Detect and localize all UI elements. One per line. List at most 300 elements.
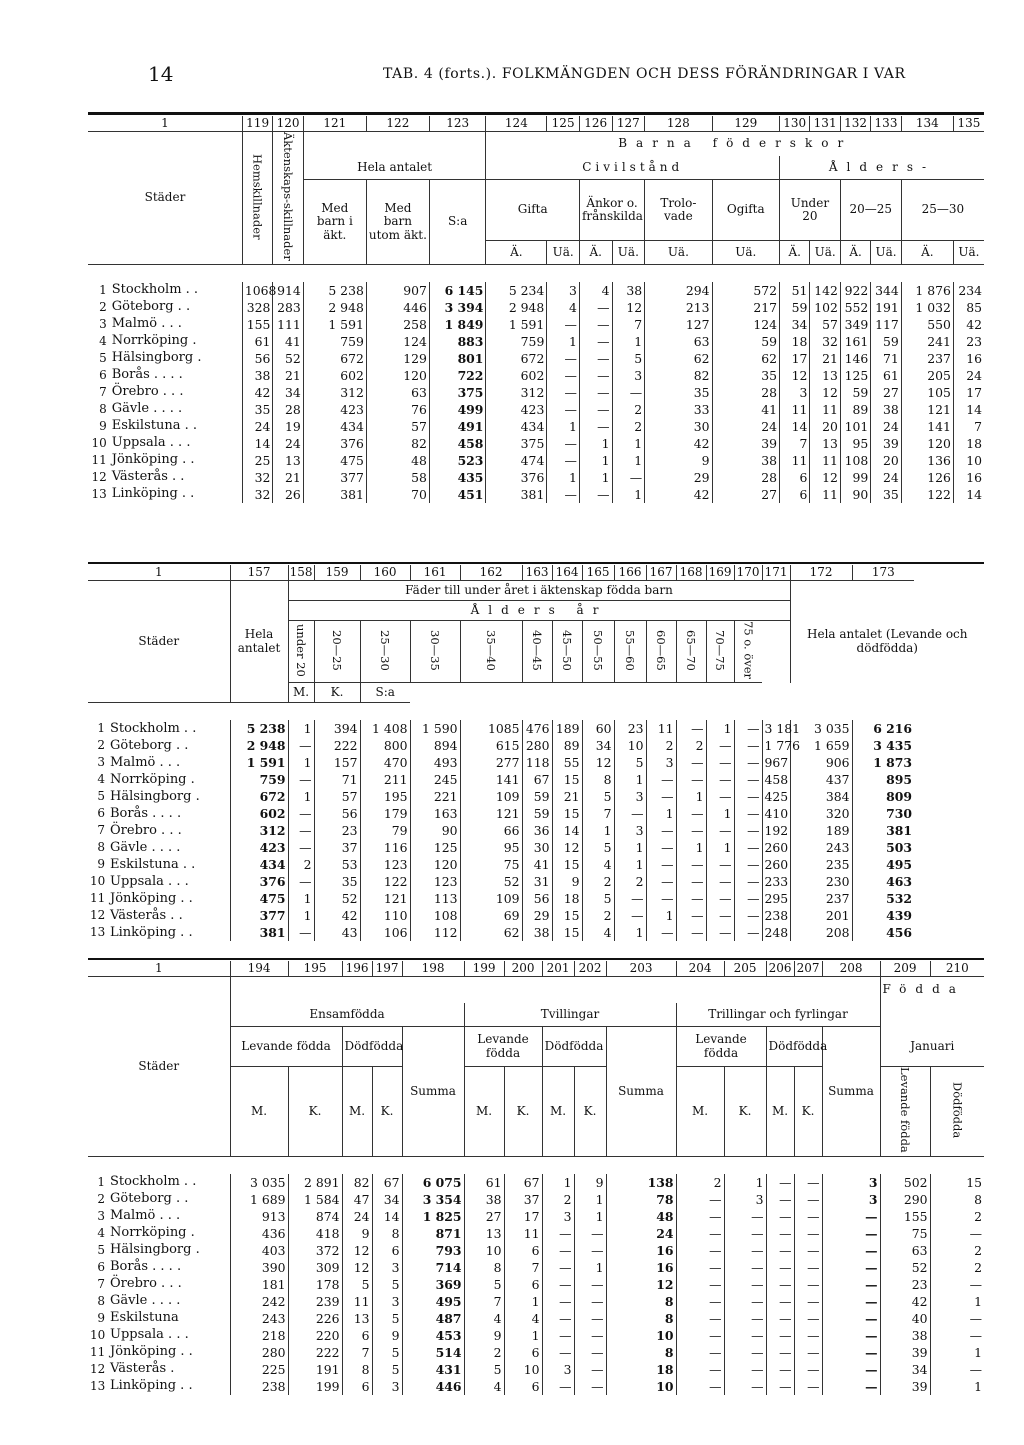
table-cell: — bbox=[676, 924, 706, 941]
table-cell: 376 bbox=[486, 469, 547, 486]
table-cell: — bbox=[822, 1344, 880, 1361]
row-number: 7 bbox=[97, 1276, 105, 1291]
table-cell: 1 408 bbox=[360, 720, 410, 737]
table-cell: 24 bbox=[342, 1208, 372, 1225]
row-number: 11 bbox=[91, 452, 107, 467]
table-cell: 42 bbox=[645, 486, 712, 503]
table-cell: 550 bbox=[901, 316, 953, 333]
col-num: 172 bbox=[790, 565, 852, 581]
summa-label: Summa bbox=[402, 1027, 464, 1157]
table-cell: 2 bbox=[646, 737, 676, 754]
table-cell: 28 bbox=[712, 384, 779, 401]
table-cell: 6 bbox=[342, 1327, 372, 1344]
table-cell: 41 bbox=[712, 401, 779, 418]
table-cell: 67 bbox=[504, 1174, 542, 1191]
table-cell: 439 bbox=[852, 907, 914, 924]
table-cell: 3 035 bbox=[790, 720, 852, 737]
table-cell: — bbox=[547, 486, 580, 503]
table-cell: 423 bbox=[486, 401, 547, 418]
table-cell: 5 bbox=[614, 754, 646, 771]
table-cell: 7 bbox=[342, 1344, 372, 1361]
age-header bbox=[522, 621, 552, 683]
col-num: 119 bbox=[242, 116, 272, 132]
table-row bbox=[88, 435, 984, 452]
table-row bbox=[88, 737, 984, 754]
table-cell: 15 bbox=[552, 805, 582, 822]
table-cell: 120 bbox=[410, 856, 460, 873]
table-cell: 3 354 bbox=[402, 1191, 464, 1208]
age-header bbox=[676, 621, 706, 683]
table-cell: — bbox=[547, 350, 580, 367]
table-cell: — bbox=[646, 822, 676, 839]
table-cell: 13 bbox=[273, 452, 303, 469]
age-label: 50—55 bbox=[591, 629, 606, 671]
table-cell: 141 bbox=[901, 418, 953, 435]
table-cell: 1 849 bbox=[429, 316, 486, 333]
table-cell: 8 bbox=[582, 771, 614, 788]
age-label: 30—35 bbox=[428, 629, 443, 671]
table-cell: 1 bbox=[579, 435, 612, 452]
table-cell: — bbox=[724, 1259, 766, 1276]
table-cell: 217 bbox=[712, 299, 779, 316]
table-cell: 34 bbox=[779, 316, 809, 333]
table-cell: 476 bbox=[522, 720, 552, 737]
table-cell: 1 590 bbox=[410, 720, 460, 737]
table-cell: — bbox=[706, 907, 734, 924]
table-cell: — bbox=[542, 1276, 574, 1293]
table-cell: 434 bbox=[486, 418, 547, 435]
table-cell: — bbox=[766, 1293, 794, 1310]
table-cell: 1 bbox=[574, 1259, 606, 1276]
section-1-table bbox=[88, 116, 984, 503]
table-cell: 1 bbox=[582, 822, 614, 839]
table-cell: 38 bbox=[522, 924, 552, 941]
table-cell: — bbox=[547, 435, 580, 452]
table-cell: 24 bbox=[712, 418, 779, 435]
row-number: 8 bbox=[99, 401, 107, 416]
table-cell: 532 bbox=[852, 890, 914, 907]
table-cell: 12 bbox=[779, 367, 809, 384]
table-cell: — bbox=[706, 890, 734, 907]
city-name: Västerås . . bbox=[111, 469, 185, 485]
table-cell: 55 bbox=[552, 754, 582, 771]
table-cell: 2 bbox=[930, 1208, 984, 1225]
table-cell: 435 bbox=[429, 469, 486, 486]
row-number: 11 bbox=[90, 891, 106, 906]
table-cell: 495 bbox=[852, 856, 914, 873]
table-cell: — bbox=[706, 873, 734, 890]
table-cell: 61 bbox=[464, 1174, 504, 1191]
section-2-table bbox=[88, 565, 984, 941]
table-row bbox=[88, 873, 984, 890]
table-cell: 90 bbox=[840, 486, 870, 503]
col-num: 210 bbox=[930, 961, 984, 977]
table-cell: 155 bbox=[880, 1208, 930, 1225]
col-num: 158 bbox=[289, 564, 313, 579]
table-cell: 13 bbox=[810, 367, 840, 384]
table-cell: 5 bbox=[582, 788, 614, 805]
table-cell: 56 bbox=[522, 890, 552, 907]
dodfodda-label: Dödfödda bbox=[542, 1027, 606, 1067]
table-cell: 3 bbox=[542, 1361, 574, 1378]
table-cell: 208 bbox=[790, 924, 852, 941]
table-cell: 161 bbox=[840, 333, 870, 350]
table-cell: 8 bbox=[606, 1310, 676, 1327]
stader-label: Städer bbox=[88, 132, 242, 265]
col-num: 200 bbox=[504, 961, 542, 977]
age-label: 60—65 bbox=[654, 629, 669, 671]
table-cell: — bbox=[734, 924, 762, 941]
table-cell: 24 bbox=[606, 1225, 676, 1242]
table-cell: 6 bbox=[504, 1344, 542, 1361]
table-cell: 40 bbox=[880, 1310, 930, 1327]
row-number: 1 bbox=[97, 1174, 105, 1189]
table-cell: 11 bbox=[810, 401, 840, 418]
city-name: Malmö . . . bbox=[111, 316, 182, 332]
table-cell: 237 bbox=[901, 350, 953, 367]
table-cell: 9 bbox=[372, 1327, 402, 1344]
table-cell: — bbox=[734, 822, 762, 839]
table-cell: 111 bbox=[273, 316, 303, 333]
city-name: Uppsala . . . bbox=[110, 873, 189, 889]
table-cell: 6 bbox=[779, 486, 809, 503]
table-cell: 109 bbox=[460, 890, 522, 907]
table-cell: — bbox=[574, 1242, 606, 1259]
table-cell: 6 145 bbox=[429, 282, 486, 299]
table-cell: 24 bbox=[871, 418, 901, 435]
table-cell: 222 bbox=[288, 1344, 342, 1361]
levande-label: Levande födda bbox=[464, 1027, 542, 1067]
table-cell: 1 825 bbox=[402, 1208, 464, 1225]
a-label: Ä. bbox=[486, 241, 547, 265]
table-cell: — bbox=[646, 771, 676, 788]
table-cell: — bbox=[542, 1327, 574, 1344]
table-cell: 38 bbox=[880, 1327, 930, 1344]
row-number: 9 bbox=[97, 1310, 105, 1325]
table-cell: 1 bbox=[646, 907, 676, 924]
table-cell: — bbox=[676, 856, 706, 873]
med-barn-label: Med barn i äkt. bbox=[303, 180, 366, 265]
table-cell: 800 bbox=[360, 737, 410, 754]
table-cell: 5 234 bbox=[486, 282, 547, 299]
table-cell: 62 bbox=[645, 350, 712, 367]
table-cell: — bbox=[542, 1242, 574, 1259]
table-cell: 41 bbox=[522, 856, 552, 873]
m-label: M. bbox=[766, 1067, 794, 1157]
table-cell: 14 bbox=[552, 822, 582, 839]
table-cell: 495 bbox=[402, 1293, 464, 1310]
row-number: 13 bbox=[90, 925, 106, 940]
table-cell: — bbox=[676, 1225, 724, 1242]
table-cell: — bbox=[734, 720, 762, 737]
table-cell: 63 bbox=[880, 1242, 930, 1259]
table-cell: 514 bbox=[402, 1344, 464, 1361]
table-cell: 375 bbox=[486, 435, 547, 452]
table-cell: 38 bbox=[712, 452, 779, 469]
table-cell: 1 bbox=[612, 333, 645, 350]
table-cell: 245 bbox=[410, 771, 460, 788]
table-cell: 39 bbox=[712, 435, 779, 452]
table-cell: 4 bbox=[579, 282, 612, 299]
table-cell: 17 bbox=[779, 350, 809, 367]
table-cell: — bbox=[766, 1276, 794, 1293]
table-cell: 602 bbox=[230, 805, 288, 822]
city-name: Göteborg . . bbox=[110, 737, 189, 753]
table-cell: 9 bbox=[574, 1174, 606, 1191]
table-cell: 3 bbox=[372, 1378, 402, 1395]
table-cell: — bbox=[724, 1378, 766, 1395]
table-cell: 1 bbox=[706, 805, 734, 822]
table-cell: 213 bbox=[645, 299, 712, 316]
table-cell: — bbox=[574, 1344, 606, 1361]
table-cell: 1 bbox=[612, 452, 645, 469]
table-cell: 11 bbox=[342, 1293, 372, 1310]
table-cell: — bbox=[676, 1361, 724, 1378]
table-cell: — bbox=[794, 1276, 822, 1293]
under20-label: Under 20 bbox=[779, 180, 840, 241]
col-num: 167 bbox=[646, 565, 676, 581]
table-cell: — bbox=[766, 1174, 794, 1191]
table-cell: — bbox=[794, 1361, 822, 1378]
table-cell: 226 bbox=[288, 1310, 342, 1327]
table-row bbox=[88, 856, 984, 873]
col-num: 171 bbox=[762, 565, 790, 581]
table-cell: 801 bbox=[429, 350, 486, 367]
m-label: M. bbox=[464, 1067, 504, 1157]
table-cell: 1 bbox=[288, 788, 314, 805]
table-cell: 67 bbox=[522, 771, 552, 788]
table-cell: 446 bbox=[402, 1378, 464, 1395]
a-label: Ä. bbox=[901, 241, 953, 265]
table-cell: 1 591 bbox=[230, 754, 288, 771]
table-cell: 42 bbox=[242, 384, 272, 401]
col-num: 206 bbox=[766, 961, 794, 977]
table-cell: — bbox=[930, 1310, 984, 1327]
table-cell: — bbox=[676, 1242, 724, 1259]
table-row bbox=[88, 299, 984, 316]
aldersar-label: Ålders år bbox=[288, 601, 790, 621]
table-cell: 369 bbox=[402, 1276, 464, 1293]
table-cell: — bbox=[724, 1344, 766, 1361]
table-cell: — bbox=[724, 1276, 766, 1293]
table-cell: — bbox=[706, 822, 734, 839]
alders-label: Ålders- bbox=[779, 156, 984, 180]
table-cell: 26 bbox=[273, 486, 303, 503]
table-cell: 57 bbox=[366, 418, 429, 435]
table-cell: 372 bbox=[288, 1242, 342, 1259]
table-cell: — bbox=[930, 1276, 984, 1293]
table-cell: 24 bbox=[953, 367, 984, 384]
table-cell: 21 bbox=[273, 367, 303, 384]
table-cell: 410 bbox=[762, 805, 790, 822]
table-row bbox=[88, 839, 984, 856]
table-cell: — bbox=[676, 1378, 724, 1395]
ensamfodda-label: Ensamfödda bbox=[230, 1003, 464, 1027]
table-cell: 11 bbox=[810, 486, 840, 503]
table-cell: — bbox=[822, 1327, 880, 1344]
table-cell: 344 bbox=[871, 282, 901, 299]
table-cell: — bbox=[574, 1361, 606, 1378]
table-cell: — bbox=[766, 1259, 794, 1276]
table-cell: 18 bbox=[953, 435, 984, 452]
table-cell: 102 bbox=[810, 299, 840, 316]
table-cell: 25 bbox=[242, 452, 272, 469]
table-cell: 237 bbox=[790, 890, 852, 907]
table-cell: 3 bbox=[372, 1293, 402, 1310]
table-cell: — bbox=[766, 1361, 794, 1378]
table-cell: 9 bbox=[464, 1327, 504, 1344]
table-cell: 894 bbox=[410, 737, 460, 754]
table-cell: — bbox=[766, 1327, 794, 1344]
table-cell: — bbox=[822, 1208, 880, 1225]
table-cell: 24 bbox=[871, 469, 901, 486]
table-cell: — bbox=[794, 1293, 822, 1310]
row-number: 5 bbox=[99, 350, 107, 365]
col-num: 128 bbox=[645, 116, 712, 132]
table-cell: — bbox=[766, 1191, 794, 1208]
table-cell: 602 bbox=[303, 367, 366, 384]
rule-top bbox=[88, 112, 984, 115]
table-cell: — bbox=[547, 367, 580, 384]
table-cell: 493 bbox=[410, 754, 460, 771]
table-row bbox=[88, 1327, 984, 1344]
m-label: M. bbox=[676, 1067, 724, 1157]
table-row bbox=[88, 1276, 984, 1293]
table-cell: — bbox=[734, 856, 762, 873]
col-num: 204 bbox=[676, 961, 724, 977]
table-cell: — bbox=[676, 1327, 724, 1344]
table-cell: — bbox=[724, 1208, 766, 1225]
table-cell: 12 bbox=[810, 384, 840, 401]
table-cell: 59 bbox=[779, 299, 809, 316]
table-cell: 15 bbox=[552, 924, 582, 941]
age-header bbox=[460, 621, 522, 683]
table-row bbox=[88, 282, 984, 299]
table-cell: 58 bbox=[366, 469, 429, 486]
table-cell: 3 bbox=[822, 1191, 880, 1208]
table-cell: 434 bbox=[230, 856, 288, 873]
table-cell: 1 bbox=[930, 1293, 984, 1310]
table-cell: 1 bbox=[614, 839, 646, 856]
table-cell: 3 394 bbox=[429, 299, 486, 316]
table-cell: 3 bbox=[779, 384, 809, 401]
table-cell: — bbox=[676, 1276, 724, 1293]
table-cell: 759 bbox=[486, 333, 547, 350]
table-cell: — bbox=[766, 1344, 794, 1361]
table-cell: 62 bbox=[712, 350, 779, 367]
table-cell: 418 bbox=[288, 1225, 342, 1242]
table-cell: 7 bbox=[464, 1293, 504, 1310]
table-cell: 35 bbox=[871, 486, 901, 503]
table-cell: 78 bbox=[606, 1191, 676, 1208]
table-cell: — bbox=[706, 924, 734, 941]
page-number: 14 bbox=[148, 62, 174, 86]
table-cell: 27 bbox=[871, 384, 901, 401]
row-number: 6 bbox=[97, 806, 105, 821]
sa-label: S:a bbox=[429, 180, 486, 265]
table-cell: 499 bbox=[429, 401, 486, 418]
table-cell: 8 bbox=[606, 1293, 676, 1310]
table-cell: 6 bbox=[504, 1242, 542, 1259]
table-cell: 238 bbox=[762, 907, 790, 924]
table-cell: — bbox=[724, 1327, 766, 1344]
table-cell: — bbox=[579, 384, 612, 401]
age-label: 20—25 bbox=[330, 629, 345, 671]
table-cell: 1 bbox=[724, 1174, 766, 1191]
row-number: 1 bbox=[99, 282, 107, 297]
city-name: Borås . . . . bbox=[111, 367, 183, 383]
table-cell: 69 bbox=[460, 907, 522, 924]
table-cell: 13 bbox=[342, 1310, 372, 1327]
table-row bbox=[88, 1174, 984, 1191]
table-cell: 76 bbox=[366, 401, 429, 418]
city-name: Västerås . . bbox=[110, 907, 183, 923]
table-cell: 23 bbox=[880, 1276, 930, 1293]
table-cell: — bbox=[794, 1327, 822, 1344]
table-cell: 1 bbox=[930, 1378, 984, 1395]
table-cell: 375 bbox=[429, 384, 486, 401]
table-cell: 474 bbox=[486, 452, 547, 469]
hela-antalet-label: Hela antalet bbox=[303, 156, 486, 180]
table-cell: 759 bbox=[230, 771, 288, 788]
table-cell: 260 bbox=[762, 839, 790, 856]
summa-label: Summa bbox=[822, 1027, 880, 1157]
table-cell: 136 bbox=[901, 452, 953, 469]
table-cell: 101 bbox=[840, 418, 870, 435]
table-cell: 108 bbox=[840, 452, 870, 469]
table-cell: — bbox=[288, 805, 314, 822]
table-cell: — bbox=[734, 805, 762, 822]
table-cell: 403 bbox=[230, 1242, 288, 1259]
row-number: 7 bbox=[99, 384, 107, 399]
table-cell: 425 bbox=[762, 788, 790, 805]
table-cell: — bbox=[574, 1378, 606, 1395]
table-cell: 5 bbox=[372, 1276, 402, 1293]
table-cell: 376 bbox=[303, 435, 366, 452]
table-cell: — bbox=[574, 1310, 606, 1327]
table-cell: 60 bbox=[582, 720, 614, 737]
fader-label: Fäder till under året i äktenskap födda barn bbox=[288, 581, 790, 601]
table-cell: 11 bbox=[646, 720, 676, 737]
k-label: K. bbox=[288, 1067, 342, 1157]
col-num: 130 bbox=[779, 116, 809, 132]
row-number: 6 bbox=[99, 367, 107, 382]
table-row bbox=[88, 1208, 984, 1225]
table-cell: 2 bbox=[464, 1344, 504, 1361]
col-num: 194 bbox=[230, 961, 288, 977]
table-cell: 42 bbox=[880, 1293, 930, 1310]
table-cell: 16 bbox=[606, 1242, 676, 1259]
k-label: K. bbox=[314, 683, 360, 703]
table-cell: 199 bbox=[288, 1378, 342, 1395]
table-cell: 437 bbox=[790, 771, 852, 788]
row-number: 3 bbox=[99, 316, 107, 331]
table-cell: 34 bbox=[582, 737, 614, 754]
table-cell: 38 bbox=[612, 282, 645, 299]
table-cell: — bbox=[676, 1293, 724, 1310]
col-num: 202 bbox=[574, 961, 606, 977]
row-number: 7 bbox=[97, 823, 105, 838]
city-name: Linköping . . bbox=[110, 1378, 193, 1394]
table-cell: 1 591 bbox=[486, 316, 547, 333]
table-cell: 63 bbox=[645, 333, 712, 350]
table-cell: 82 bbox=[366, 435, 429, 452]
table-cell: 3 bbox=[614, 822, 646, 839]
table-cell: — bbox=[646, 839, 676, 856]
summa-label: Summa bbox=[606, 1027, 676, 1157]
row-number: 3 bbox=[97, 1208, 105, 1223]
table-cell: — bbox=[288, 839, 314, 856]
